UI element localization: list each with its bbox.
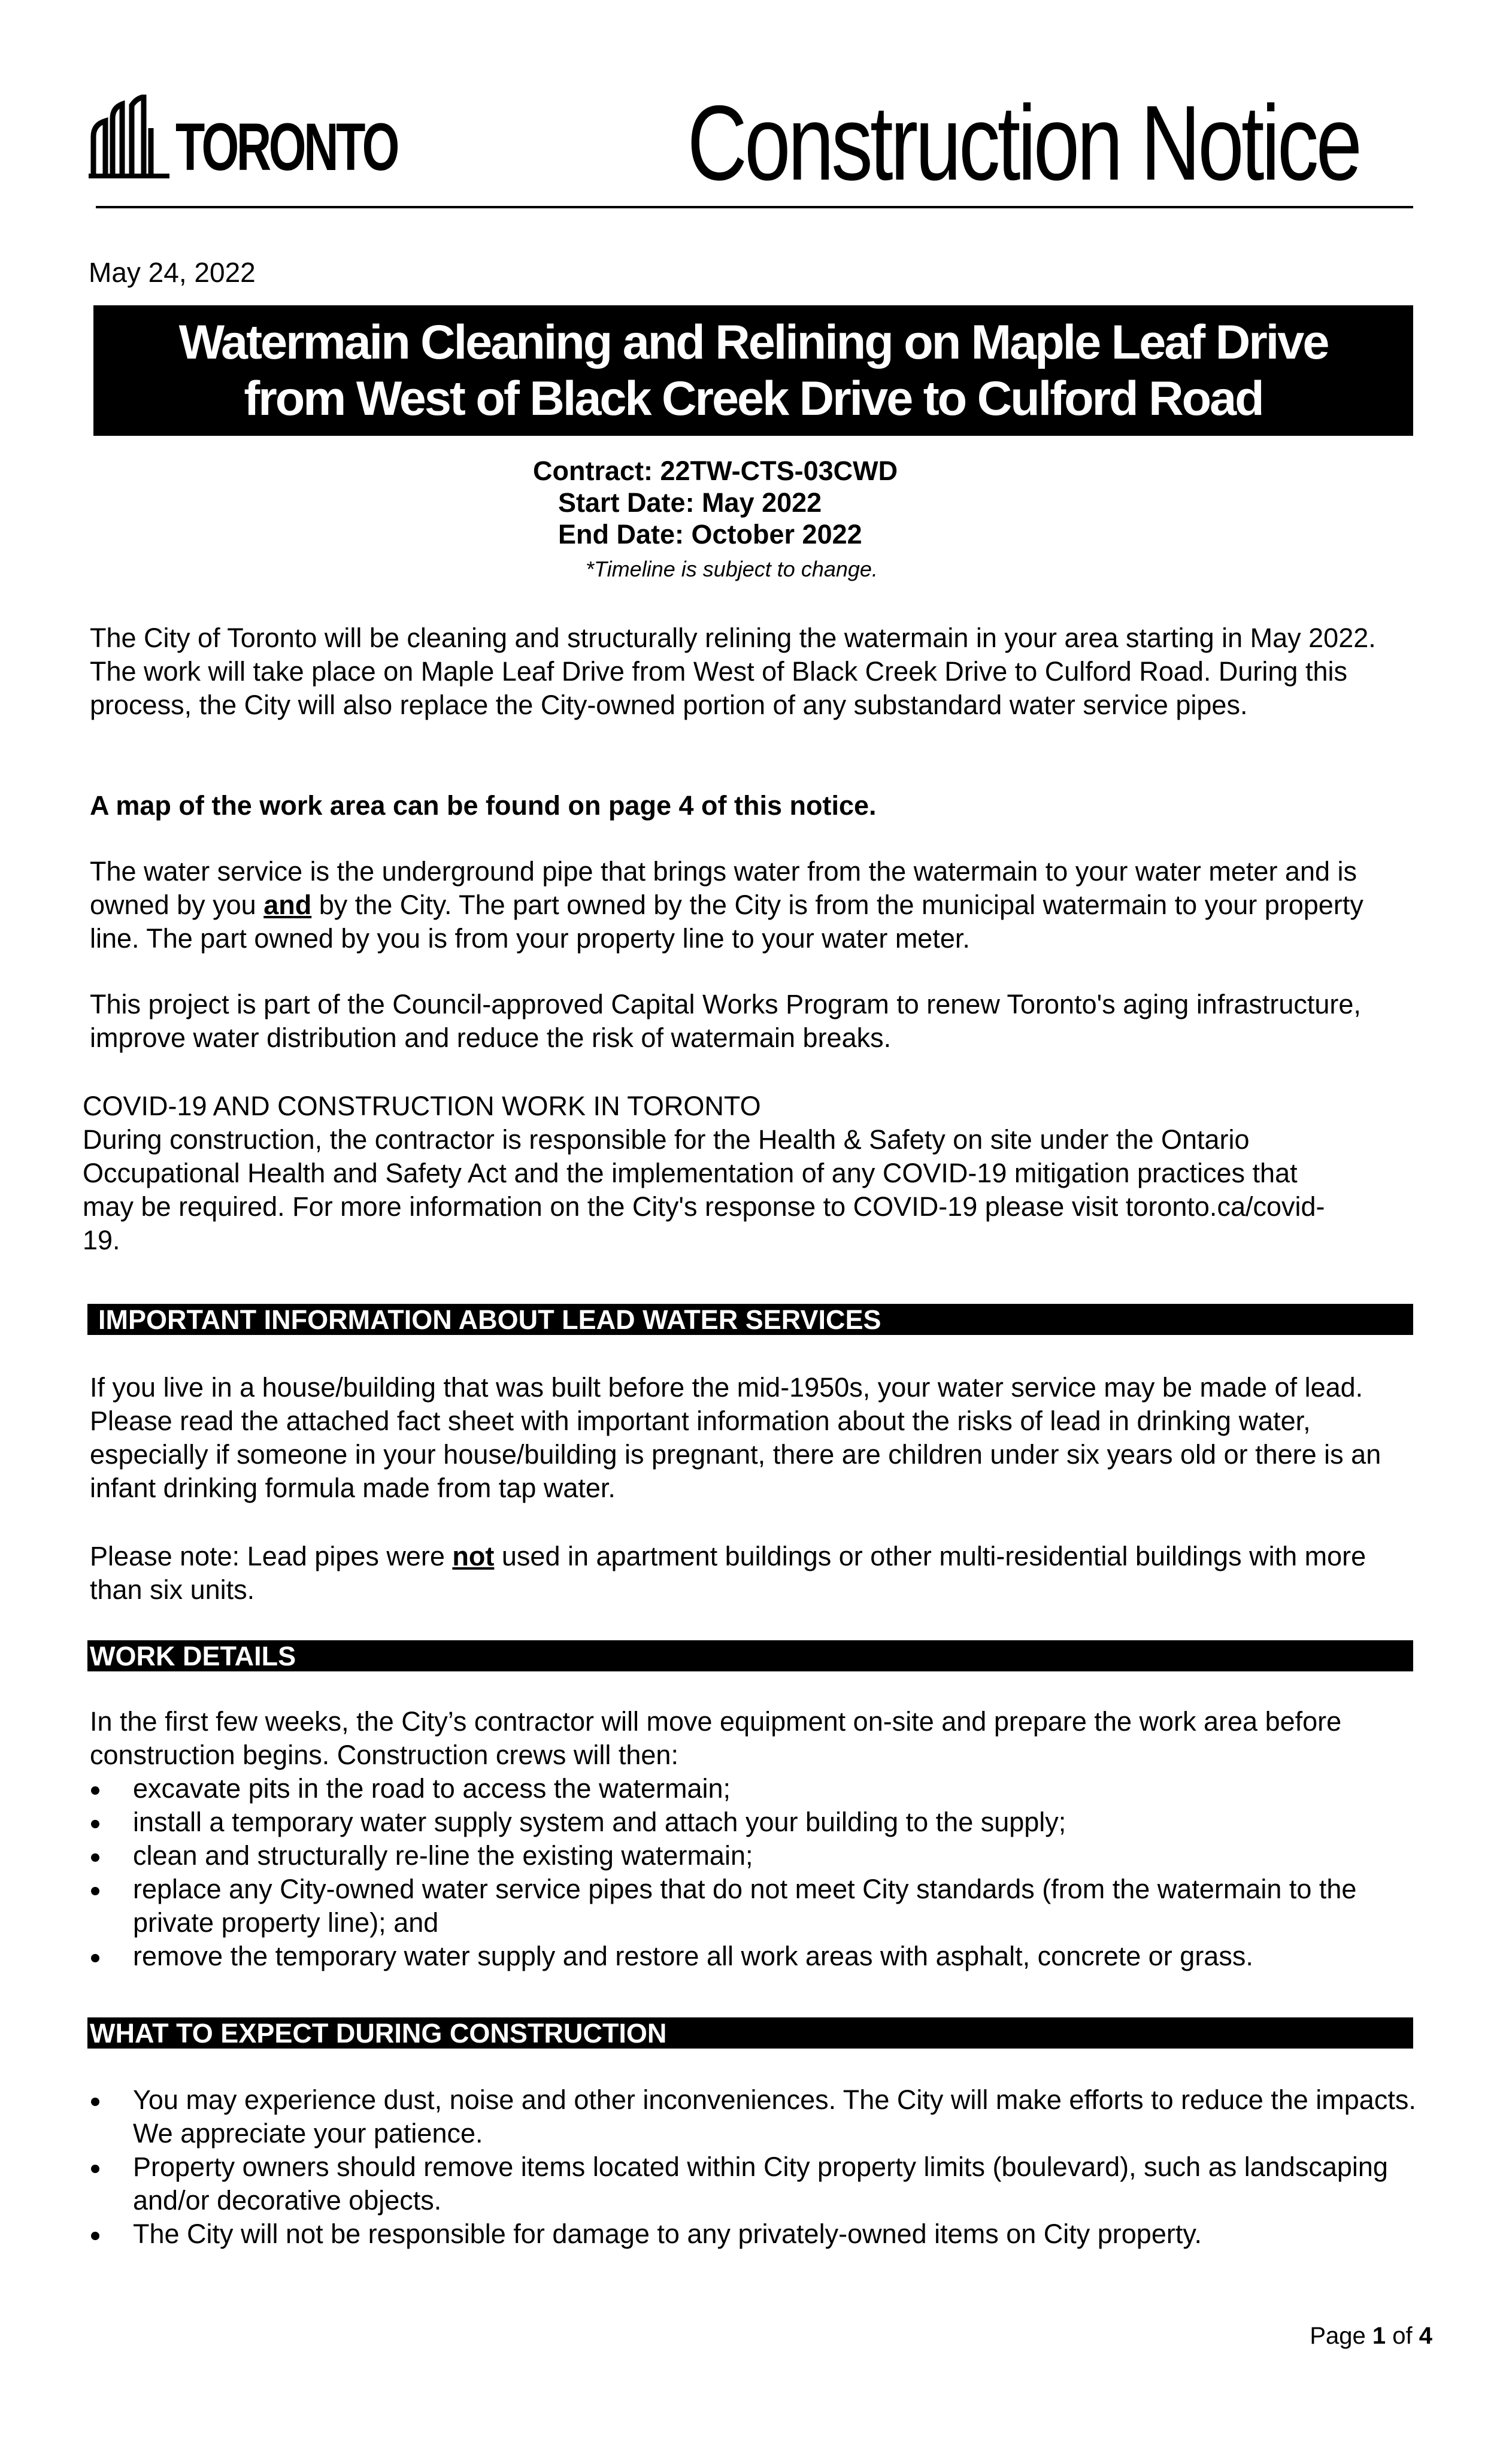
expect-list (90, 2083, 1419, 2251)
start-date: Start Date: May 2022 (558, 487, 822, 518)
work-details-heading: WORK DETAILS (87, 1640, 1413, 1671)
list-item: install a temporary water supply system and attach your building to the supply; (90, 1805, 1419, 1839)
project-title-banner (93, 305, 1413, 436)
page-total: 4 (1419, 2323, 1432, 2349)
header-divider (96, 206, 1413, 208)
project-title-line-2: from West of Black Creek Drive to Culford Road (244, 372, 1263, 426)
list-item: replace any City-owned water service pipes that do not meet City standards (from the watermain to the private property line); and (90, 1873, 1419, 1940)
document-title: Construction Notice (687, 83, 1359, 202)
contract-details (533, 455, 898, 550)
covid-section (83, 1090, 1340, 1257)
contract-number: Contract: 22TW-CTS-03CWD (533, 456, 898, 486)
list-item: remove the temporary water supply and restore all work areas with asphalt, concrete or grass. (90, 1940, 1419, 1973)
emphasis-and: and (263, 890, 312, 920)
work-details-intro: In the first few weeks, the City’s contractor will move equipment on-site and prepare the work area before construction begins. Construction crews will then: (90, 1706, 1342, 1770)
list-item: You may experience dust, noise and other inconveniences. The City will make efforts to reduce the impacts. We appreciate your patience. (90, 2083, 1419, 2150)
page-label: Page (1310, 2323, 1366, 2349)
emphasis-not: not (452, 1541, 495, 1571)
toronto-logo (89, 89, 483, 184)
notice-date: May 24, 2022 (89, 257, 256, 288)
lead-note-text-a: Please note: Lead pipes were (90, 1541, 453, 1571)
program-paragraph: This project is part of the Council-approved Capital Works Program to renew Toronto's aging infrastructure, improve water distribution and reduce the risk of watermain breaks. (90, 989, 1361, 1053)
expect-heading: WHAT TO EXPECT DURING CONSTRUCTION (87, 2017, 1413, 2049)
water-service-text-a: The water service is the underground pipe that brings water from the watermain to your water meter and is owned by you (90, 856, 1357, 920)
water-service-text-b: by the City. The part owned by the City is from the municipal watermain to your property line. The part owned by you is from your property line to your water meter. (90, 890, 1363, 954)
logo-wordmark: TORONTO (175, 110, 398, 184)
page-current: 1 (1372, 2323, 1386, 2349)
list-item: Property owners should remove items located within City property limits (boulevard), such as landscaping and/or decorative objects. (90, 2150, 1419, 2217)
project-title-line-1: Watermain Cleaning and Relining on Maple Leaf Drive (178, 315, 1328, 369)
city-hall-logo-icon (89, 95, 169, 178)
covid-body: During construction, the contractor is responsible for the Health & Safety on site under the Ontario Occupational Health and Safety Act and the implementation of any COVID-19 mitigation practices that may be required. For more information on the City's response to COVID-19 please visit toronto.ca/covid-19. (83, 1124, 1325, 1255)
water-service-paragraph (90, 855, 1419, 955)
lead-note-text-b: used in apartment buildings or other multi-residential buildings with more than six units. (90, 1541, 1366, 1605)
end-date: End Date: October 2022 (558, 519, 862, 550)
intro-paragraph: The City of Toronto will be cleaning and structurally relining the watermain in your area starting in May 2022. The work will take place on Maple Leaf Drive from West of Black Creek Drive to Culford Road. During this process, the City will also replace the City-owned portion of any substandard water service pipes. (90, 623, 1376, 720)
map-note: A map of the work area can be found on page 4 of this notice. (90, 790, 877, 821)
list-item: The City will not be responsible for damage to any privately-owned items on City property. (90, 2217, 1419, 2251)
lead-paragraph: If you live in a house/building that was built before the mid-1950s, your water service may be made of lead. Please read the attached fact sheet with important information about the risks of lead in drinking water, especially if someone in your house/building is pregnant, there are children under six years old or there is an infant drinking formula made from tap water. (90, 1372, 1381, 1503)
of-label: of (1392, 2323, 1413, 2349)
list-item: clean and structurally re-line the existing watermain; (90, 1839, 1419, 1873)
lead-section-heading: IMPORTANT INFORMATION ABOUT LEAD WATER SERVICES (87, 1304, 1413, 1335)
work-details-list (90, 1772, 1419, 1973)
lead-note-paragraph (90, 1540, 1419, 1607)
covid-heading: COVID-19 AND CONSTRUCTION WORK IN TORONTO (83, 1091, 761, 1121)
timeline-note: *Timeline is subject to change. (586, 557, 878, 581)
list-item: excavate pits in the road to access the watermain; (90, 1772, 1419, 1805)
page-number (1310, 2323, 1432, 2350)
